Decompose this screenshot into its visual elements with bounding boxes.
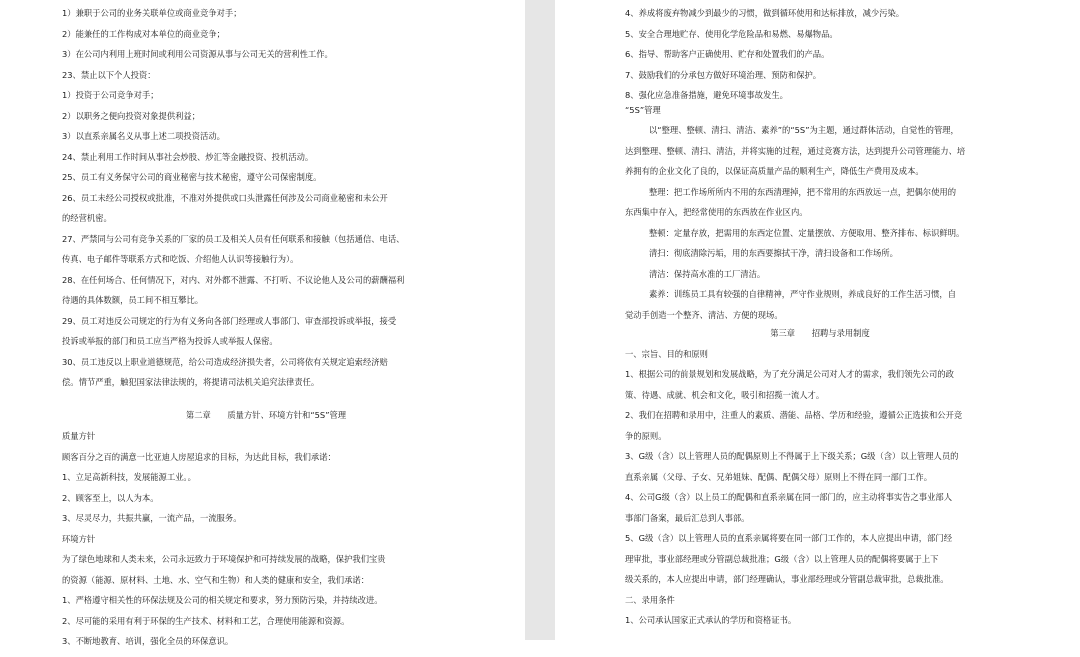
text-line: 30、员工违反以上职业道德规范，给公司造成经济损失者，公司将依有关规定追索经济赔 (62, 356, 388, 367)
text-line: 25、员工有义务保守公司的商业秘密与技术秘密，遵守公司保密制度。 (62, 172, 322, 182)
text-line: 24、禁止利用工作时间从事社会炒股、炒汇等金融投资、投机活动。 (62, 151, 314, 162)
text-line: 的资源（能源、原材料、土地、水、空气和生物）和人类的健康和安全，我们承诺： (62, 574, 369, 585)
text-line: 2）能兼任的工作构成对本单位的商业竞争； (62, 28, 225, 39)
chapter-heading: 第二章 质量方针、环境方针和“5S”管理 (185, 409, 347, 420)
text-line: 整理：把工作场所所内不用的东西清理掉，把不常用的东西放远一点，把偶尔使用的 (649, 186, 956, 197)
text-line: 27、严禁同与公司有竞争关系的厂家的员工及相关人员有任何联系和接触（包括通信、电话、 (62, 233, 405, 244)
text-line: 为了绿色地球和人类未来，公司永远致力于环境保护和可持续发展的战略，保护我们宝贵 (62, 554, 386, 565)
text-line: 5、G级（含）以上管理人员的直系亲属将要在同一部门工作的，本人应提出申请，部门经 (625, 533, 952, 543)
right-document-page (555, 0, 1080, 640)
text-line: 级关系的，本人应提出申请，部门经理确认，事业部经理或分管副总裁审批，总裁批准。 (625, 574, 949, 584)
text-line: 的经营机密。 (62, 213, 112, 223)
text-line: 以“整理、整顿、清扫、清洁、素养”的“5S”为主题，通过群体活动，自觉性的管理， (649, 125, 959, 135)
left-page-text-block (62, 0, 470, 657)
text-line: 觉动手创造一个整齐、清洁、方便的现场。 (625, 309, 783, 320)
text-line: 5、安全合理地贮存、使用化学危险品和易燃、易爆物品。 (625, 28, 838, 39)
text-line: 理审批，事业部经理或分管副总裁批准；G级（含）以上管理人员的配偶将要属于上下 (625, 553, 939, 564)
text-line: 待遇的具体数额，员工间不相互攀比。 (62, 295, 204, 305)
text-line: 争的原则。 (625, 430, 667, 441)
page-gutter (525, 0, 555, 640)
text-line: 2、我们在招聘和录用中，注重人的素质、潜能、品格、学历和经验，遵循公正选拔和公开竞 (625, 410, 963, 420)
text-line: 顾客百分之百的满意一比亚迪人房屋追求的目标，为达此目标，我们承诺： (62, 451, 336, 462)
text-line: 2、顾客至上，以人为本。 (62, 492, 159, 503)
text-line: 清扫：彻底清除污垢，用的东西要擦拭干净，清扫设备和工作场所。 (649, 248, 898, 258)
text-line: 6、指导、帮助客户正确使用、贮存和处置我们的产品。 (625, 49, 830, 59)
section-heading: 环境方针 (62, 533, 96, 544)
text-line: 3、不断地教育、培训，强化全员的环保意识。 (62, 636, 234, 647)
text-line: 3）在公司内利用上班时间或利用公司资源从事与公司无关的营利性工作。 (62, 49, 333, 59)
text-line: 1、立足高新科技，发展能源工业。。 (62, 472, 196, 483)
text-line: 3）以直系亲属名义从事上述二项投资活动。 (62, 131, 225, 141)
text-line: 3、尽灵尽力，共振共赢，一流产品，一流服务。 (62, 513, 242, 524)
text-line: 7、鼓励我们的分承包方做好环境治理、预防和保护。 (625, 69, 822, 80)
section-heading: 质量方针 (62, 431, 96, 442)
text-line: 养拥有的企业文化了良的，以保证高质量产品的顺利生产，降低生产费用及成本。 (625, 166, 924, 176)
chapter-heading: 第三章 招聘与录用制度 (770, 328, 870, 338)
text-line: 1、根据公司的前景规划和发展战略，为了充分满足公司对人才的需求，我们领先公司的政 (625, 369, 954, 379)
text-line: 1）投资于公司竞争对手； (62, 90, 159, 100)
right-page-text-block (625, 0, 1015, 636)
text-line: 素养：训练员工具有较强的自律精神，严守作业规则，养成良好的工作生活习惯，自 (649, 289, 956, 299)
left-document-page (0, 0, 525, 647)
text-line: 1、公司承认国家正式承认的学历和资格证书。 (625, 615, 797, 625)
text-line: 1）兼职于公司的业务关联单位或商业竞争对手； (62, 8, 242, 18)
text-line: 29、员工对违反公司规定的行为有义务向各部门经理或人事部门、审查部投诉或举报，接受 (62, 315, 397, 326)
text-line: 2、尽可能的采用有利于环保的生产技术、材料和工艺，合理使用能源和资源。 (62, 615, 350, 626)
section-heading: “5S”管理 (625, 104, 661, 115)
text-line: 1、严格遵守相关性的环保法规及公司的相关规定和要求，努力预防污染，并持续改进。 (62, 595, 383, 606)
text-line: 4、公司G级（含）以上员工的配偶和直系亲属在同一部门的，应主动将事实告之事业部人 (625, 492, 952, 502)
text-line: 26、员工未经公司授权或批准，不准对外提供或口头泄露任何涉及公司商业秘密和未公开 (62, 192, 388, 203)
section-heading: 二、录用条件 (625, 594, 675, 605)
text-line: 达到整理、整顿、清扫、清洁，并将实施的过程，通过竞赛方法，达到提升公司管理能力、培 (625, 145, 966, 156)
text-line: 4、养成将废弃物减少到最少的习惯，做到循环使用和达标排放，减少污染。 (625, 8, 905, 18)
text-line: 28、在任何场合、任何情况下，对内、对外都不泄露、不打听、不议论他人及公司的薪酬福利 (62, 274, 405, 285)
text-line: 整顿：定量存放，把需用的东西定位置、定量摆放、方便取用、整齐排布、标识鲜明。 (649, 227, 965, 238)
text-line: 投诉或举报的部门和员工应当严格为投诉人或举报人保密。 (62, 336, 278, 346)
text-line: 直系亲属（父母、子女、兄弟姐妹、配偶、配偶父母）原则上不得在同一部门工作。 (625, 471, 932, 482)
text-line: 23、禁止以下个人投资： (62, 69, 156, 80)
text-line: 东西集中存入，把经常使用的东西放在作业区内。 (625, 207, 808, 217)
text-line: 事部门备案，最后汇总到人事部。 (625, 512, 750, 523)
text-line: 2）以职务之便向投资对象提供利益； (62, 110, 201, 121)
text-line: 策、待遇、成就、机会和文化，吸引和招揽一流人才。 (625, 389, 825, 400)
text-line: 3、G级（含）以上管理人员的配偶原则上不得属于上下级关系；G级（含）以上管理人员的 (625, 451, 959, 461)
text-line: 传真、电子邮件等联系方式和吃饭、介绍他人认识等接触行为）。 (62, 254, 299, 264)
text-line: 清洁：保持高水准的工厂清洁。 (649, 268, 766, 279)
section-heading: 一、宗旨、目的和原则 (625, 348, 708, 359)
text-line: 偿。情节严重，触犯国家法律法规的，将提请司法机关追究法律责任。 (62, 377, 320, 387)
text-line: 8、强化应急准备措施，避免环境事故发生。 (625, 90, 788, 100)
